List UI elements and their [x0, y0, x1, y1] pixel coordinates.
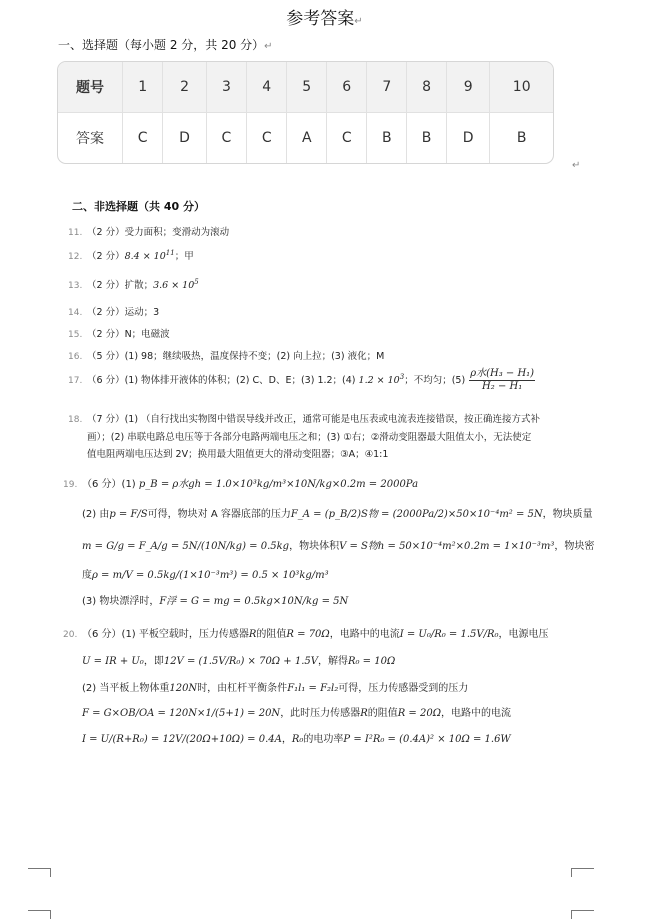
question-number: 7 [367, 62, 407, 113]
formula-fraction: $\frac{\text{ρ水(H₃ − H₁)}}{\text{H₂ − H₁}}$ [470, 368, 535, 392]
question-number: 1 [123, 62, 163, 113]
answer-cell: B [407, 113, 447, 163]
question-number: 8 [407, 62, 447, 113]
question-number: 10 [490, 62, 553, 113]
answer-table-answer-row [58, 113, 553, 163]
answer-item-20-line1: 20. （6 分）(1) 平板空载时，压力传感器R的阻值R = 70Ω，电路中的电流I = U₀/R₀ = 1.5V/R₀，电源电压 [63, 629, 549, 640]
answer-item-17: 17. （6 分）(1) 物体排开液体的体积；(2) C、D、E；(3) 1.2；(4) $1.2 \times 10^3$；不均匀；(5) $\frac{\text{ρ水(H₃ − H₁)}}{\text{H₂ − H₁}}$ [68, 368, 535, 392]
answer-item-19-line5: (3) 物块漂浮时，F浮 = G = mg = 0.5kg×10N/kg = 5N [82, 596, 349, 607]
corner-mark [28, 910, 51, 919]
question-number: 6 [327, 62, 367, 113]
answer-table [57, 61, 554, 164]
answer-item-18: 18. （7 分）(1) （自行找出实物图中错误导线并改正，通常可能是电压表或电流表连接错误，按正确连接方式补 画）；(2) 串联电路总电压等于各部分电路两端电压之和；(3) ①右；②滑动变阻器最大阻值太小，无法使定 值电阻两端电压达到 2V；换用最大阻值更大的滑动变阻器；③A；④1:1 [68, 414, 541, 460]
corner-mark [571, 910, 594, 919]
answer-item-19-line1: 19. （6 分）(1) p_B = ρ水gh = 1.0×10³kg/m³×10N/kg×0.2m = 2000Pa [63, 479, 419, 490]
answer-cell: D [163, 113, 206, 163]
question-number: 2 [163, 62, 206, 113]
answer-item-20-line4: F = G×OB/OA = 120N×1/(5+1) = 20N，此时压力传感器R的阻值R = 20Ω，电路中的电流 [82, 708, 511, 719]
corner-mark [28, 868, 51, 877]
answer-item-20-line5: I = U/(R+R₀) = 12V/(20Ω+10Ω) = 0.4A，R₀的电功率P = I²R₀ = (0.4A)² × 10Ω = 1.6W [82, 734, 511, 745]
paragraph-mark: ↵ [572, 160, 581, 171]
question-number: 9 [447, 62, 490, 113]
answer-label: 答案 [58, 113, 123, 163]
answer-cell: C [123, 113, 163, 163]
answer-item-19-line2: (2) 由p = F/S可得，物块对 A 容器底部的压力F_A = (p_B/2)S物 = (2000Pa/2)×50×10⁻⁴m² = 5N，物块质量 [82, 509, 593, 520]
corner-mark [571, 868, 594, 877]
answer-cell: C [207, 113, 247, 163]
answer-item-19-line3: m = G/g = F_A/g = 5N/(10N/kg) = 0.5kg，物块体积V = S物h = 50×10⁻⁴m²×0.2m = 1×10⁻³m³，物块密 [82, 541, 595, 552]
answer-cell: C [247, 113, 287, 163]
answer-item-11: 11. （2 分）受力面积；变滑动为滚动 [68, 227, 230, 238]
answer-cell: B [367, 113, 407, 163]
answer-item-14: 14. （2 分）运动；3 [68, 307, 160, 318]
answer-item-15: 15. （2 分）N；电磁波 [68, 329, 170, 340]
answer-item-20-line2: U = IR + U₀，即12V = (1.5V/R₀) × 70Ω + 1.5V，解得R₀ = 10Ω [82, 656, 396, 667]
answer-item-12: 12. （2 分）$8.4 \times 10^{11}$；甲 [68, 248, 194, 262]
section1-heading: 一、选择题（每小题 2 分，共 20 分）↵ [58, 38, 273, 52]
page-title: 参考答案↵ [286, 9, 363, 29]
question-number-label: 题号 [58, 62, 123, 113]
question-number: 3 [207, 62, 247, 113]
answer-item-19-line4: 度ρ = m/V = 0.5kg/(1×10⁻³m³) = 0.5 × 10³kg/m³ [82, 570, 329, 581]
answer-table-header-row [58, 62, 553, 113]
question-number: 5 [287, 62, 327, 113]
answer-cell: C [327, 113, 367, 163]
section2-heading: 二、非选择题（共 40 分） [72, 200, 205, 213]
question-number: 4 [247, 62, 287, 113]
answer-cell: A [287, 113, 327, 163]
answer-cell: B [516, 130, 527, 146]
answer-item-20-line3: (2) 当平板上物体重120N时，由杠杆平衡条件F₁l₁ = F₂l₂可得，压力传感器受到的压力 [82, 683, 469, 694]
answer-item-16: 16. （5 分）(1) 98；继续吸热，温度保持不变；(2) 向上拉；(3) 液化；M [68, 351, 385, 362]
answer-cell: D [447, 113, 490, 163]
answer-item-13: 13. （2 分）扩散；$3.6 \times 10^5$ [68, 277, 199, 291]
